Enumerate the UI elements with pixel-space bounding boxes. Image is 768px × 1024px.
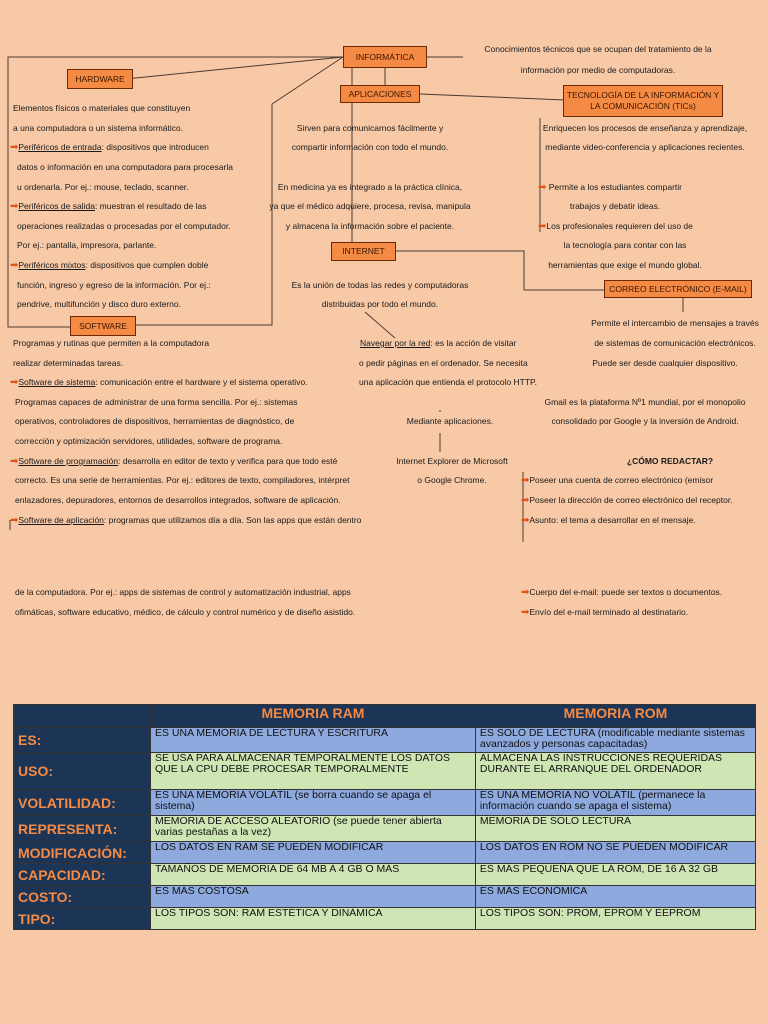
header-ram: MEMORIA RAM bbox=[151, 705, 476, 728]
hw-line: pendrive, multifunción y disco duro externo. bbox=[17, 299, 181, 309]
hw-mixtos: ➡Periféricos mixtos: dispositivos que cumplen doble bbox=[10, 260, 209, 271]
sw-sistema: ➡Software de sistema: comunicación entre el hardware y el sistema operativo. bbox=[10, 377, 308, 388]
correo-como: ¿CÓMO REDACTAR? bbox=[626, 456, 714, 466]
hw-line: datos o información en una computadora para procesarla bbox=[17, 162, 233, 172]
tics-line: herramientas que exige el mundo global. bbox=[548, 260, 702, 270]
arrow-icon: ➡ bbox=[10, 515, 19, 526]
internet-nav: Navegar por la red: es la acción de visitar bbox=[360, 338, 517, 348]
table-corner bbox=[14, 705, 151, 728]
row-label: COSTO: bbox=[14, 886, 151, 908]
row-label: VOLATILIDAD: bbox=[14, 790, 151, 816]
tics-bullet: ➡Los profesionales requieren del uso de bbox=[538, 221, 693, 232]
cell-ram: MEMORIA DE ACCESO ALEATORIO (se puede tener abierta varias pestañas a la vez) bbox=[151, 816, 476, 842]
correo-bullet: ➡Cuerpo del e-mail: puede ser textos o documentos. bbox=[521, 587, 723, 598]
arrow-icon: ➡ bbox=[521, 587, 530, 598]
correo-line: de sistemas de comunicación electrónicos. bbox=[594, 338, 756, 348]
cell-ram: TAMAÑOS DE MEMORIA DE 64 MB A 4 GB O MÁS bbox=[151, 864, 476, 886]
node-internet: INTERNET bbox=[331, 242, 396, 261]
sw-line: enlazadores, depuradores, entornos de desarrollos integrados, software de aplicación. bbox=[15, 495, 341, 505]
table-row bbox=[14, 908, 756, 930]
node-software: SOFTWARE bbox=[70, 316, 136, 336]
table-row bbox=[14, 886, 756, 908]
cell-rom: LOS TIPOS SON: PROM, EPROM Y EEPROM bbox=[475, 908, 755, 930]
arrow-icon: ➡ bbox=[538, 182, 547, 193]
apl-line: y almacena la información sobre el paciente. bbox=[285, 221, 455, 231]
tics-line: la tecnología para contar con las bbox=[563, 240, 687, 250]
correo-bullet: ➡Poseer la dirección de correo electrónico del receptor. bbox=[521, 495, 733, 506]
table-row bbox=[14, 842, 756, 864]
tics-line: Enriquecen los procesos de enseñanza y aprendizaje, bbox=[542, 123, 748, 133]
apl-line: compartir información con todo el mundo. bbox=[291, 142, 449, 152]
hw-line: Elementos físicos o materiales que constituyen bbox=[13, 103, 191, 113]
sw-line: ofimáticas, software educativo, médico, de cálculo y control numérico y de diseño asistido. bbox=[15, 607, 356, 617]
tics-bullet: ➡ Permite a los estudiantes compartir bbox=[538, 182, 682, 193]
internet-line: una aplicación que entienda el protocolo HTTP. bbox=[359, 377, 537, 387]
memory-comparison-table bbox=[13, 704, 756, 930]
hw-line: a una computadora o un sistema informático. bbox=[13, 123, 184, 133]
table-header-row bbox=[14, 705, 756, 728]
tics-line: mediante video-conferencia y aplicaciones recientes. bbox=[545, 142, 745, 152]
sw-line: correcto. Es una serie de herramientas. Por ej.: editores de texto, compiladores, intérpret bbox=[15, 475, 350, 485]
arrow-icon: ➡ bbox=[10, 142, 19, 153]
sw-line: realizar determinadas tareas. bbox=[13, 358, 124, 368]
arrow-icon: ➡ bbox=[10, 456, 19, 467]
correo-bullet: ➡Envío del e-mail terminado al destinatario. bbox=[521, 607, 689, 618]
table-row bbox=[14, 790, 756, 816]
correo-line: Puede ser desde cualquier dispositivo. bbox=[592, 358, 738, 368]
cell-rom: MEMORIA DE SOLO LECTURA bbox=[475, 816, 755, 842]
internet-line: o Google Chrome. bbox=[417, 475, 487, 485]
sw-aplicacion: ➡Software de aplicación: programas que utilizamos día a día. Son las apps que están dentro bbox=[10, 515, 362, 526]
hw-line: operaciones realizadas o procesadas por el computador. bbox=[17, 221, 231, 231]
cell-rom: ALMACENA LAS INSTRUCCIONES REQUERIDAS DURANTE EL ARRANQUE DEL ORDENADOR bbox=[475, 753, 755, 790]
table-row bbox=[14, 864, 756, 886]
sw-line: Programas y rutinas que permiten a la computadora bbox=[13, 338, 210, 348]
cell-ram: ES MÁS COSTOSA bbox=[151, 886, 476, 908]
apl-line: Sirven para comunicarnos fácilmente y bbox=[296, 123, 444, 133]
row-label: REPRESENTA: bbox=[14, 816, 151, 842]
table-row bbox=[14, 728, 756, 753]
table-row bbox=[14, 753, 756, 790]
cell-rom: ES MÁS ECONÓMICA bbox=[475, 886, 755, 908]
hw-entrada: ➡Periféricos de entrada: dispositivos que introducen bbox=[10, 142, 209, 153]
node-informatica: INFORMÁTICA bbox=[343, 46, 427, 68]
hw-line: Por ej.: pantalla, impresora, parlante. bbox=[17, 240, 157, 250]
cell-ram: SE USA PARA ALMACENAR TEMPORALMENTE LOS DATOS QUE LA CPU DEBE PROCESAR TEMPORALMENTE bbox=[151, 753, 476, 790]
node-correo: CORREO ELECTRÓNICO (E-MAIL) bbox=[604, 280, 752, 298]
internet-line: Internet Explorer de Microsoft bbox=[396, 456, 508, 466]
informatica-def-line2: información por medio de computadoras. bbox=[520, 65, 676, 75]
cell-rom: ES MÁS PEQUEÑA QUE LA ROM, DE 16 A 32 GB bbox=[475, 864, 755, 886]
arrow-icon: ➡ bbox=[10, 260, 19, 271]
node-hardware: HARDWARE bbox=[67, 69, 133, 89]
row-label: CAPACIDAD: bbox=[14, 864, 151, 886]
table-row bbox=[14, 816, 756, 842]
tics-line: trabajos y debatir ideas. bbox=[569, 201, 661, 211]
cell-rom: ES SOLO DE LECTURA (modificable mediante sistemas avanzados y personas capacitadas) bbox=[475, 728, 755, 753]
arrow-icon: ➡ bbox=[521, 515, 530, 526]
cell-ram: ES UNA MEMORIA VOLÁTIL (se borra cuando se apaga el sistema) bbox=[151, 790, 476, 816]
row-label: USO: bbox=[14, 753, 151, 790]
cell-rom: ES UNA MEMORIA NO VOLÁTIL (permanece la información cuando se apaga el sistema) bbox=[475, 790, 755, 816]
hw-line: función, ingreso y egreso de la información. Por ej.: bbox=[17, 280, 211, 290]
arrow-icon: ➡ bbox=[521, 495, 530, 506]
correo-line: consolidado por Google y la inversión de Android. bbox=[551, 416, 739, 426]
correo-bullet: ➡Asunto: el tema a desarrollar en el mensaje. bbox=[521, 515, 696, 526]
node-tics: TECNOLOGÍA DE LA INFORMACIÓN Y LA COMUNICACIÓN (TICs) bbox=[563, 85, 723, 117]
cell-ram: ES UNA MEMORIA DE LECTURA Y ESCRITURA bbox=[151, 728, 476, 753]
sw-line: Programas capaces de administrar de una forma sencilla. Por ej.: sistemas bbox=[15, 397, 298, 407]
hw-salida: ➡Periféricos de salida: muestran el resultado de las bbox=[10, 201, 207, 212]
sw-line: de la computadora. Por ej.: apps de sistemas de control y automatización industrial, apps bbox=[15, 587, 351, 597]
cell-ram: LOS TIPOS SON: RAM ESTÉTICA Y DINÁMICA bbox=[151, 908, 476, 930]
arrow-icon: ➡ bbox=[521, 607, 530, 618]
header-rom: MEMORIA ROM bbox=[475, 705, 755, 728]
arrow-icon: ➡ bbox=[521, 475, 530, 486]
informatica-def-line1: Conocimientos técnicos que se ocupan del tratamiento de la bbox=[484, 44, 712, 54]
hw-line: u ordenarla. Por ej.: mouse, teclado, scanner. bbox=[17, 182, 189, 192]
sw-line: operativos, controladores de dispositivos, herramientas de diagnóstico, de bbox=[15, 416, 295, 426]
correo-bullet: ➡Poseer una cuenta de correo electrónico (emisor bbox=[521, 475, 714, 486]
correo-line: Permite el intercambio de mensajes a través bbox=[591, 318, 759, 328]
cell-ram: LOS DATOS EN RAM SE PUEDEN MODIFICAR bbox=[151, 842, 476, 864]
arrow-icon: ➡ bbox=[10, 201, 19, 212]
internet-line: o pedir páginas en el ordenador. Se necesita bbox=[359, 358, 528, 368]
row-label: ES: bbox=[14, 728, 151, 753]
row-label: TIPO: bbox=[14, 908, 151, 930]
apl-line: ya que el médico adquiere, procesa, revisa, manipula bbox=[269, 201, 471, 211]
internet-line: Mediante aplicaciones. bbox=[406, 416, 494, 426]
internet-line: Es la unión de todas las redes y computadoras bbox=[291, 280, 469, 290]
sw-line: corrección y optimización servidores, utilidades, software de programa. bbox=[15, 436, 283, 446]
arrow-icon: ➡ bbox=[10, 377, 19, 388]
internet-line: distribuidas por todo el mundo. bbox=[321, 299, 439, 309]
apl-line: En medicina ya es integrado a la práctica clínica, bbox=[277, 182, 463, 192]
sw-programacion: ➡Software de programación: desarrolla en editor de texto y verifica para que todo esté bbox=[10, 456, 338, 467]
cell-rom: LOS DATOS EN ROM NO SE PUEDEN MODIFICAR bbox=[475, 842, 755, 864]
correo-line: Gmail es la plataforma Nº1 mundial, por el monopolio bbox=[544, 397, 746, 407]
node-aplicaciones: APLICACIONES bbox=[340, 85, 420, 103]
arrow-icon: ➡ bbox=[538, 221, 547, 232]
row-label: MODIFICACIÓN: bbox=[14, 842, 151, 864]
